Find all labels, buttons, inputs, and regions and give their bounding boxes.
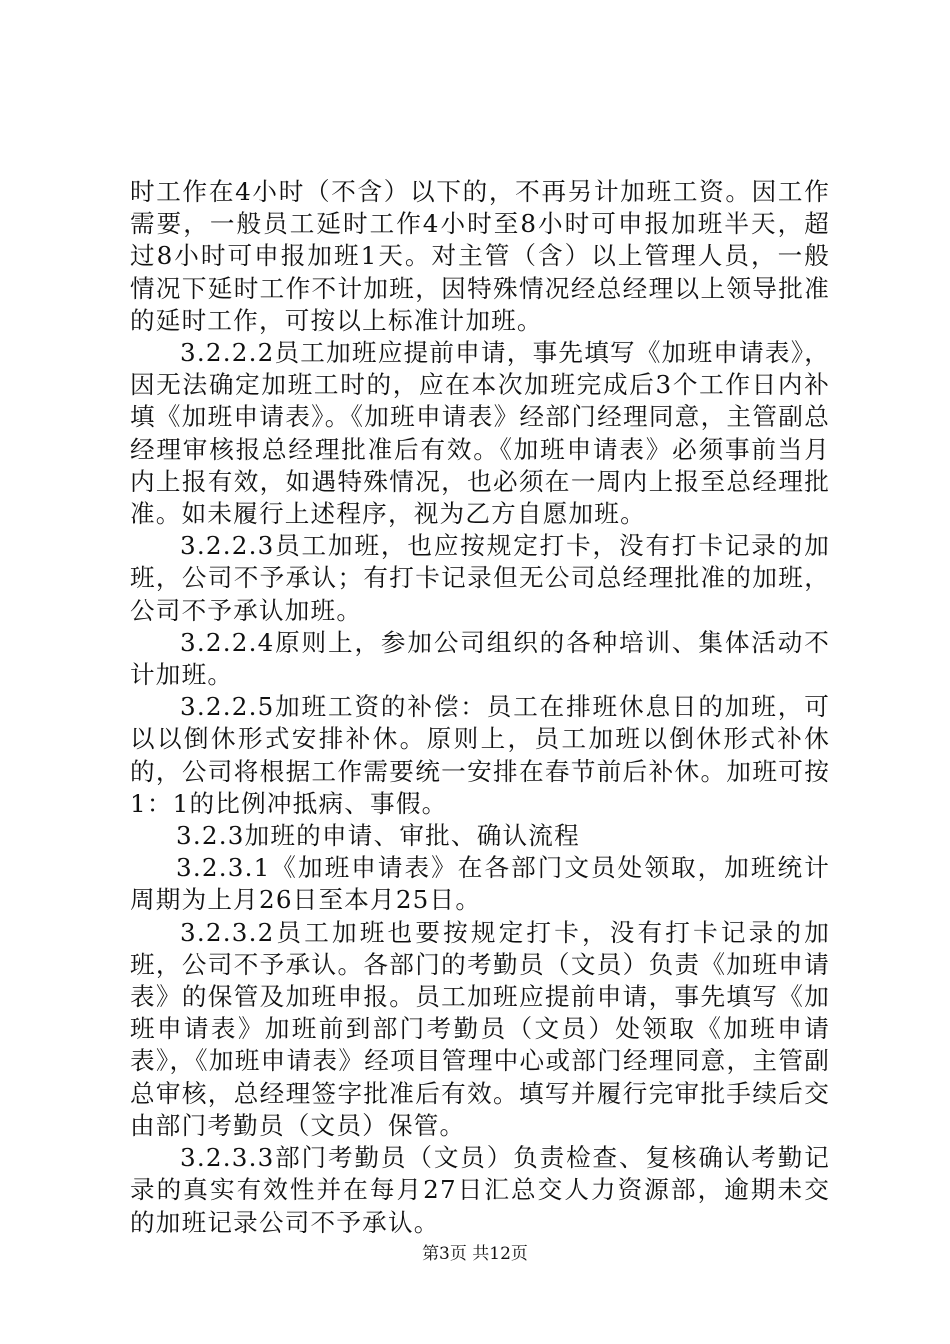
paragraph-3-2-2-4: 3.2.2.4原则上，参加公司组织的各种培训、集体活动不计加班。 — [130, 627, 830, 690]
document-body — [130, 176, 830, 1239]
section-heading-3-2-3: 3.2.3加班的申请、审批、确认流程 — [176, 821, 580, 851]
paragraph-3-2-3-3: 3.2.3.3部门考勤员（文员）负责检查、复核确认考勤记录的真实有效性并在每月27日汇总交人力资源部，逾期未交的加班记录公司不予承认。 — [130, 1143, 830, 1237]
paragraph-3-2-3-2: 3.2.3.2员工加班也要按规定打卡，没有打卡记录的加班，公司不予承认。各部门的考勤员（文员）负责《加班申请表》的保管及加班申报。员工加班应提前申请，事先填写《加班申请表》加班前到部门考勤员（文员）处领取《加班申请表》，《加班申请表》经项目管理中心或部门经理同意，主管副总审核，总经理签字批准后有效。填写并履行完审批手续后交由部门考勤员（文员）保管。 — [130, 917, 830, 1140]
paragraph-overtime-hours: 时工作在4小时（不含）以下的，不再另计加班工资。因工作需要，一般员工延时工作4小时至8小时可申报加班半天，超过8小时可申报加班1天。对主管（含）以上管理人员，一般情况下延时工作不计加班，因特殊情况经总经理以上领导批准的延时工作，可按以上标准计加班。 — [130, 177, 830, 335]
page-number-footer: 第3页 共12页 — [422, 1244, 528, 1264]
paragraph-3-2-3-1: 3.2.3.1《加班申请表》在各部门文员处领取，加班统计周期为上月26日至本月25日。 — [130, 853, 830, 915]
paragraph-3-2-2-3: 3.2.2.3员工加班，也应按规定打卡，没有打卡记录的加班，公司不予承认；有打卡记录但无公司总经理批准的加班，公司不予承认加班。 — [130, 531, 830, 625]
paragraph-3-2-2-2: 3.2.2.2员工加班应提前申请，事先填写《加班申请表》，因无法确定加班工时的，应在本次加班完成后3个工作日内补填《加班申请表》。《加班申请表》经部门经理同意，主管副总经理审核报总经理批准后有效。《加班申请表》必须事前当月内上报有效，如遇特殊情况，也必须在一周内上报至总经理批准。如未履行上述程序，视为乙方自愿加班。 — [130, 338, 830, 529]
paragraph-3-2-2-5: 3.2.2.5加班工资的补偿：员工在排班休息日的加班，可以以倒休形式安排补休。原则上，员工加班以倒休形式补休的，公司将根据工作需要统一安排在春节前后补休。加班可按1：1的比例冲抵病、事假。 — [130, 692, 830, 818]
